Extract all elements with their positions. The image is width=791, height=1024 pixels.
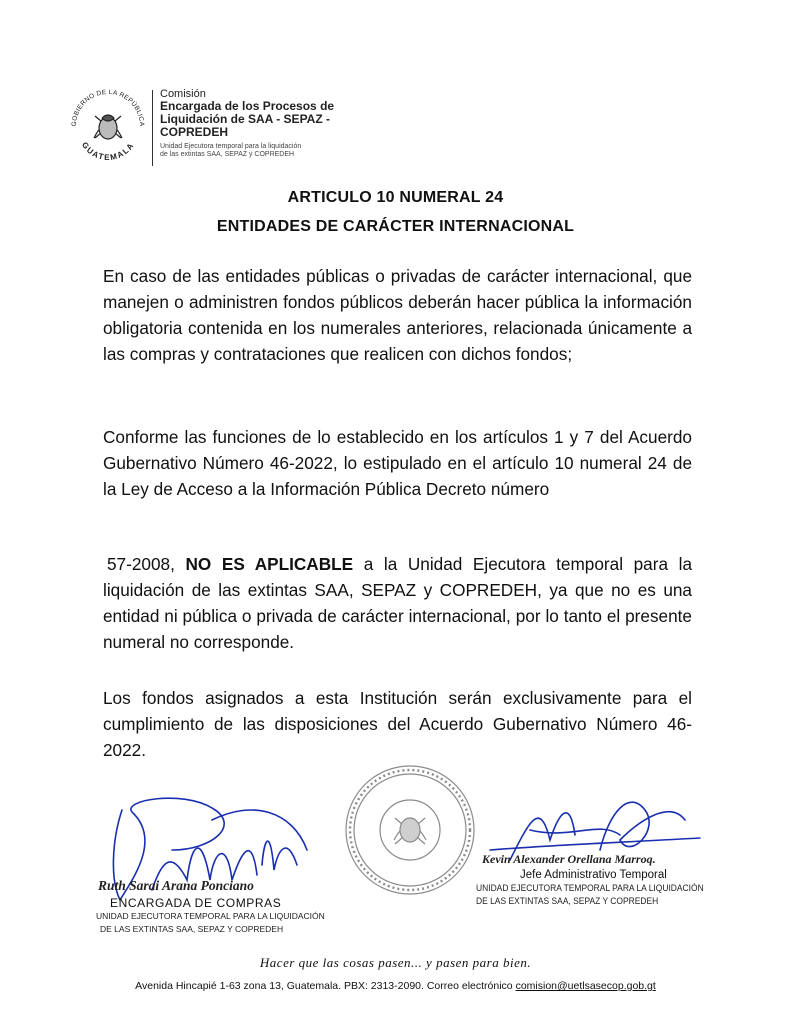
institution-heading bbox=[160, 88, 360, 159]
document-subtitle: ENTIDADES DE CARÁCTER INTERNACIONAL bbox=[216, 218, 575, 235]
org-line-comision: Comisión bbox=[160, 88, 206, 100]
org-unit-line-1: Unidad Ejecutora temporal para la liquidación bbox=[160, 143, 302, 150]
footer-contact bbox=[0, 980, 791, 992]
left-signer-unit-2: DE LAS EXTINTAS SAA, SEPAZ Y COPREDEH bbox=[100, 924, 284, 934]
footer-email-link[interactable]: comision@uetlsasecop.gob.gt bbox=[515, 980, 656, 992]
paragraph-4: Los fondos asignados a esta Institución serán exclusivamente para el cumplimiento de las disposiciones del Acuerdo Gubernativo Número 46-2022. bbox=[103, 688, 692, 760]
paragraph-2: Conforme las funciones de lo establecido en los artículos 1 y 7 del Acuerdo Gubernativo Número 46-2022, lo estipulado en el artículo 10 numeral 24 de la Ley de Acceso a la Información Pública Decreto número bbox=[103, 427, 692, 499]
institutional-stamp bbox=[340, 760, 480, 900]
header-divider bbox=[152, 90, 153, 166]
svg-text:GUATEMALA: GUATEMALA bbox=[79, 140, 137, 163]
org-line-name-1: Encargada de los Procesos de bbox=[160, 99, 335, 113]
paragraph-3-text: a la Unidad Ejecutora temporal para la liquidación de las extintas SAA, SEPAZ y COPREDEH, ya que no es una entidad ni pública o privada de carácter internacional, por lo tanto el presente numeral no corresponde. bbox=[103, 554, 692, 652]
right-signer-unit-1: UNIDAD EJECUTORA TEMPORAL PARA LA LIQUIDACIÓN bbox=[476, 883, 704, 893]
left-signer-name: Ruth Sarai Arana Ponciano bbox=[98, 878, 254, 893]
paragraph-3-decree: 57-2008, bbox=[107, 554, 175, 574]
paragraph-1: En caso de las entidades públicas o privadas de carácter internacional, que manejen o administren fondos públicos deberán hacer pública la información obligatoria contenida en los numerales anteriores, relacionada únicamente a las compras y contrataciones que realicen con dichos fondos; bbox=[103, 266, 692, 364]
svg-text:GOBIERNO DE LA REPÚBLICA: GOBIERNO DE LA REPÚBLICA bbox=[70, 88, 146, 127]
right-signer-role: Jefe Administrativo Temporal bbox=[520, 869, 667, 881]
footer-address: Avenida Hincapié 1-63 zona 13, Guatemala. PBX: 2313-2090. Correo electrónico bbox=[135, 980, 513, 992]
paragraph-3 bbox=[103, 551, 692, 655]
org-line-name-2: Liquidación de SAA - SEPAZ - bbox=[160, 112, 331, 126]
right-signer-name: Kevin Alexander Orellana Marroq. bbox=[482, 852, 656, 866]
left-signer-unit-1: UNIDAD EJECUTORA TEMPORAL PARA LA LIQUIDACIÓN bbox=[96, 911, 325, 921]
right-signer-unit-2: DE LAS EXTINTAS SAA, SEPAZ Y COPREDEH bbox=[476, 896, 659, 906]
org-unit-line-2: de las extintas SAA, SEPAZ y COPREDEH bbox=[160, 151, 295, 158]
document-title: ARTICULO 10 NUMERAL 24 bbox=[287, 189, 504, 206]
footer-motto: Hacer que las cosas pasen... y pasen para bien. bbox=[259, 955, 532, 970]
guatemala-seal-logo bbox=[62, 80, 154, 172]
org-line-name-3: COPREDEH bbox=[160, 125, 229, 139]
not-applicable-emphasis: NO ES APLICABLE bbox=[185, 554, 354, 574]
left-signer-role: ENCARGADA DE COMPRAS bbox=[110, 896, 282, 910]
